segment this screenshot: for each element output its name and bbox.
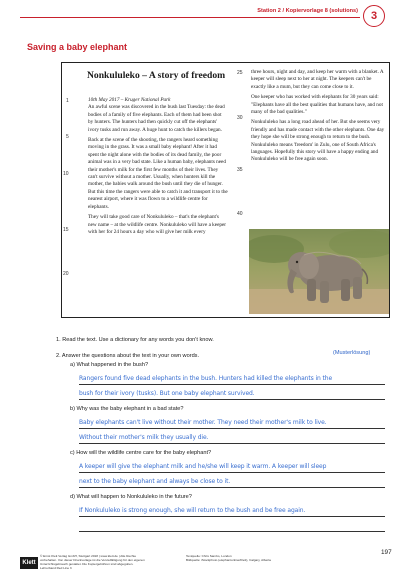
baby-elephant-photo [249, 229, 389, 314]
story-paragraph: An awful scene was discovered in the bush last Tuesday: the dead bodies of a family of five elephants. Each of them had been shot by hunters. The hunters had then quickly cut off the elephants' ivory tusks and run away. A huge hunt to catch the killers began. [88, 104, 225, 133]
footer-credits: Textquelle: Chris Sambo, London Bildquelle: iStockphoto (elephantonline/Klett), Calgary, Alberta [186, 554, 271, 563]
answer-line: bush for their ivory (tusks). But one baby elephant survived. [79, 390, 255, 397]
answer-rule [79, 399, 385, 400]
answer-line: Without their mother's milk they usually die. [79, 434, 209, 441]
answer-line: If Nonkululeko is strong enough, she will return to the bush and be free again. [79, 507, 306, 514]
line-number: 25 [237, 70, 243, 76]
station-label: Station 2 / Kopiervorlage 8 (solutions) [257, 8, 358, 14]
story-title: Nonkululeko – A story of freedom [87, 70, 226, 81]
story-column-right [251, 69, 387, 167]
story-paragraph: Back at the scene of the shooting, the rangers heard something moving in the grass. It was a small baby elephant! After it had spent the night alone with the bodies of its dead family, the poor animal was in a very bad state. Like a human baby, elephants need their mother's milk for the first few months of their lives. They can't survive without a mother. Usually, when hunters kill the mother, the babies walk around the bush until they die of hunger. But this time the rangers were able to catch it and transport it to the nearest airport, where it was flown to a wildlife centre for elephants. [88, 137, 228, 210]
publisher-logo: Klett [20, 557, 38, 569]
line-number: 20 [63, 271, 69, 277]
line-number: 40 [237, 211, 243, 217]
footer-copyright: © Ernst Klett Verlag GmbH, Stuttgart 2018 | www.klett.de | Alle Rechte vorbehalten. Von dieser Druckvorlage ist die Vervielfältigung für den eigenen Unterrichtsgebrauch gestattet. Die Kopiergebühren sind abgegolten. Lehrerband Red Line 3 [40, 554, 145, 571]
answer-rule [79, 487, 385, 488]
answer-rule [79, 443, 385, 444]
story-paragraph: They will take good care of Nonkululeko – that's the elephant's new name – at the wildlife centre. Nonkululeko will have a keeper with her for 24 hours a day who will give her milk every [88, 214, 226, 235]
line-number: 1 [66, 98, 69, 104]
line-number: 10 [63, 171, 69, 177]
header-rule [20, 17, 360, 18]
unit-badge: 3 [363, 5, 385, 27]
answer-rule [79, 516, 385, 517]
answer-rule [79, 531, 385, 532]
question-c: c) How will the wildlife centre care for the baby elephant? [70, 450, 212, 456]
line-number: 30 [237, 115, 243, 121]
story-paragraph: Nonkululeko has a long road ahead of her. But she seems very friendly and has made contact with the other elephants. One day they hope she will be strong enough to return to the bush. Nonkululeko means 'freedom' in Zulu, one of South Africa's languages. Hopefully this story will have a happy ending and Nonkululeko will be free again soon. [251, 119, 385, 163]
story-column-left [88, 97, 228, 239]
answer-line: A keeper will give the elephant milk and he/she will keep it warm. A keeper will sleep [79, 463, 327, 470]
answer-rule [79, 472, 385, 473]
question-b: b) Why was the baby elephant in a bad state? [70, 406, 184, 412]
solution-tag: (Musterlösung) [333, 350, 371, 356]
answer-line: Baby elephants can't live without their mother. They need their mother's milk to live. [79, 419, 327, 426]
line-number: 35 [237, 167, 243, 173]
line-number: 15 [63, 227, 69, 233]
answer-rule [79, 428, 385, 429]
question-d: d) What will happen to Nonkululeko in the future? [70, 494, 192, 500]
story-dateline: 10th May 2017 – Kruger National Park [88, 97, 171, 103]
page-number: 197 [381, 549, 392, 556]
answer-line: Rangers found five dead elephants in the bush. Hunters had killed the elephants in the [79, 375, 333, 382]
answer-line: next to the baby elephant and always be close to it. [79, 478, 231, 485]
story-paragraph: One keeper who has worked with elephants for 30 years said: "Elephants have all the best qualities that humans have, and not many of the bad qualities." [251, 94, 383, 116]
task-1: 1. Read the text. Use a dictionary for any words you don't know. [56, 337, 214, 343]
page-title: Saving a baby elephant [27, 42, 128, 52]
story-paragraph: three hours, night and day, and keep her warm with a blanket. A keeper will sleep next to her at night. The keepers can't be exactly like a mum, but they can come close to it. [251, 69, 384, 90]
question-a: a) What happened in the bush? [70, 362, 149, 368]
task-2: 2. Answer the questions about the text in your own words. [56, 353, 200, 359]
line-number: 5 [66, 134, 69, 140]
answer-rule [79, 384, 385, 385]
